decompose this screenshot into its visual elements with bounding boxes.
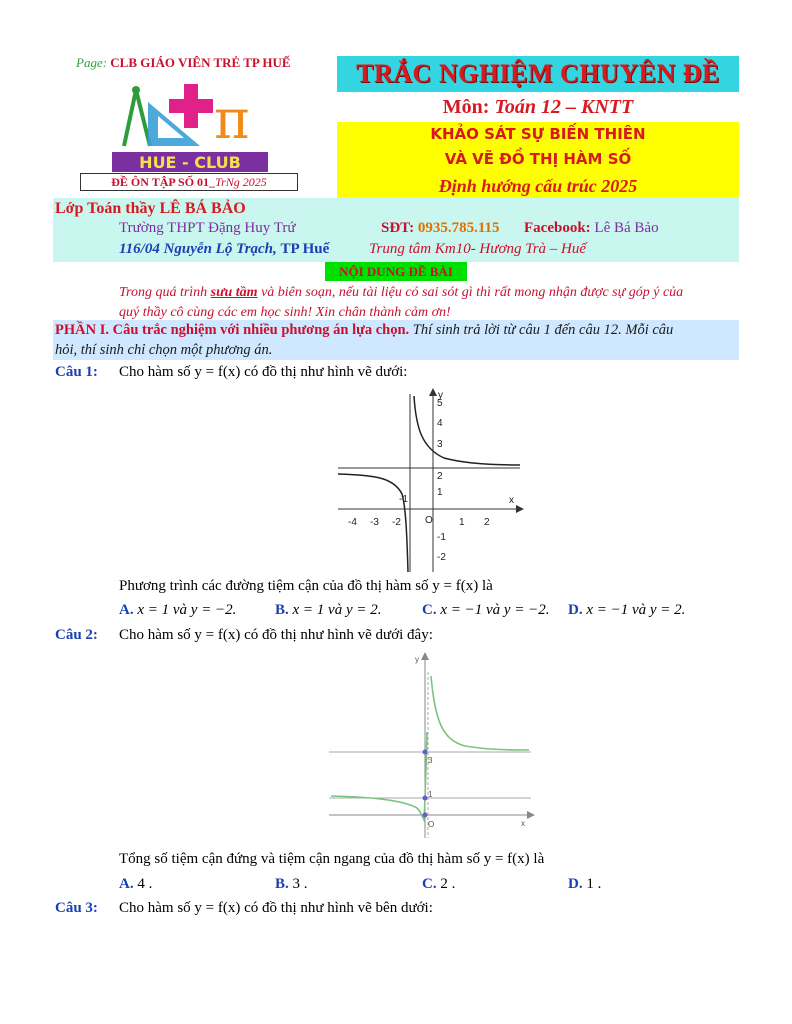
intro-highlight: sưu tầm [210, 285, 258, 300]
graph1-x-tick: 2 [484, 517, 490, 528]
exam-sub: TrNg 2025 [215, 175, 267, 189]
part-desc-1: Thí sinh trả lời từ câu 1 đến câu 12. Mỗi câu [412, 322, 674, 338]
part-desc-2: hỏi, thí sinh chỉ chọn một phương án. [55, 342, 273, 358]
page-prefix: Page: [76, 55, 108, 70]
subject-prefix: Môn: [442, 96, 490, 118]
graph1-y-tick: 2 [437, 471, 443, 482]
graph1-y-tick: 3 [437, 439, 443, 450]
svg-text:π: π [214, 88, 250, 151]
exam-label: ĐỀ ÔN TẬP SỐ 01_ [111, 175, 216, 189]
graph2-origin: O [428, 820, 435, 829]
graph2-y-axis-label: y [415, 655, 419, 664]
phone-label: SĐT: [381, 220, 415, 236]
question-2-option-d[interactable]: D. 1 . [568, 876, 602, 892]
question-1-label: Câu 1: [55, 364, 98, 380]
graph1-x-axis-label: x [509, 495, 514, 506]
graph1-y-tick: -2 [437, 552, 446, 563]
question-2-stem: Cho hàm số y = f(x) có đồ thị như hình vẽ dưới đây: [119, 627, 433, 643]
question-2-prompt: Tổng số tiệm cận đứng và tiệm cận ngang của đồ thị hàm số y = f(x) là [119, 851, 545, 867]
graph2-y-tick: 1 [428, 790, 433, 799]
school-name: Trường THPT Đặng Huy Trứ [119, 220, 296, 236]
club-logo-area [70, 52, 310, 197]
question-3-label: Câu 3: [55, 900, 98, 916]
content-heading: NỘI DUNG ĐỀ BÀI [325, 262, 467, 281]
part-title: Câu trắc nghiệm với nhiều phương án lựa chọn. [112, 322, 410, 338]
question-2-option-a[interactable]: A. 4 . [119, 876, 153, 892]
address-street: 116/04 Nguyễn Lộ Trạch, [119, 241, 277, 257]
part-one-band [53, 320, 739, 360]
subject-line [337, 96, 739, 119]
question-1-option-a[interactable]: A. x = 1 và y = −2. [119, 602, 237, 618]
page-name: CLB GIÁO VIÊN TRẺ TP HUẾ [110, 55, 291, 70]
teacher-info-band [53, 198, 739, 262]
topic-line-2: VÀ VẼ ĐỒ THỊ HÀM SỐ [444, 150, 632, 168]
subject-name: Toán 12 – KNTT [494, 96, 634, 118]
question-1-prompt: Phương trình các đường tiệm cận của đồ thị hàm số y = f(x) là [119, 578, 493, 594]
graph1-x-tick: -4 [348, 517, 357, 528]
topic-box [337, 122, 739, 174]
question-1-option-c[interactable]: C. x = −1 và y = −2. [422, 602, 550, 618]
math-logo-icon [110, 76, 270, 176]
part-label: PHẦN I. [55, 322, 109, 338]
intro-note [119, 283, 739, 323]
graph2-y-tick: 3 [428, 756, 433, 765]
graph1-y-tick: 1 [437, 487, 443, 498]
graph1-y-axis-label: y [438, 390, 443, 401]
question-1-graph [336, 388, 524, 574]
address [119, 241, 329, 258]
intro-b: và biên soạn, nếu tài liệu có sai sót gì thì rất mong nhận được sự góp ý của [261, 285, 684, 300]
graph1-y-tick: -1 [437, 532, 446, 543]
question-2-label: Câu 2: [55, 627, 98, 643]
graph1-y-tick: 5 [437, 398, 443, 409]
page-title: TRẮC NGHIỆM CHUYÊN ĐỀ [337, 56, 739, 92]
question-2-option-b[interactable]: B. 3 . [275, 876, 308, 892]
intro-c: quý thầy cô cùng các em học sinh! Xin chân thành cảm ơn! [119, 305, 451, 320]
question-1-option-d[interactable]: D. x = −1 và y = 2. [568, 602, 686, 618]
question-3-stem: Cho hàm số y = f(x) có đồ thị như hình vẽ bên dưới: [119, 900, 433, 916]
exam-label-box [80, 173, 298, 191]
graph1-origin: O [425, 515, 433, 526]
graph1-y-tick: 4 [437, 418, 443, 429]
class-name: Lớp Toán thầy LÊ BÁ BẢO [55, 200, 246, 217]
logo-text: HUE - CLUB [139, 153, 241, 172]
graph1-x-tick: -2 [392, 517, 401, 528]
intro-a: Trong quá trình [119, 285, 208, 300]
topic-line-1: KHẢO SÁT SỰ BIẾN THIÊN [430, 125, 646, 143]
question-2-graph [325, 652, 535, 840]
phone-number: 0935.785.115 [417, 220, 500, 236]
center-name: Trung tâm Km10- Hương Trà – Huế [369, 241, 587, 257]
question-1-stem: Cho hàm số y = f(x) có đồ thị như hình vẽ dưới: [119, 364, 408, 380]
graph1-asymptote-label: -1 [399, 494, 408, 505]
question-1-option-b[interactable]: B. x = 1 và y = 2. [275, 602, 382, 618]
facebook-info [524, 220, 659, 237]
page-label [76, 55, 291, 71]
facebook-name: Lê Bá Bảo [594, 220, 659, 236]
phone-info [381, 220, 500, 237]
facebook-label: Facebook: [524, 220, 591, 236]
graph1-x-tick: -3 [370, 517, 379, 528]
graph2-x-axis-label: x [521, 819, 525, 828]
question-2-option-c[interactable]: C. 2 . [422, 876, 456, 892]
address-city: TP Huế [280, 241, 330, 257]
orientation-label: Định hướng cấu trúc 2025 [337, 174, 739, 198]
graph1-x-tick: 1 [459, 517, 465, 528]
